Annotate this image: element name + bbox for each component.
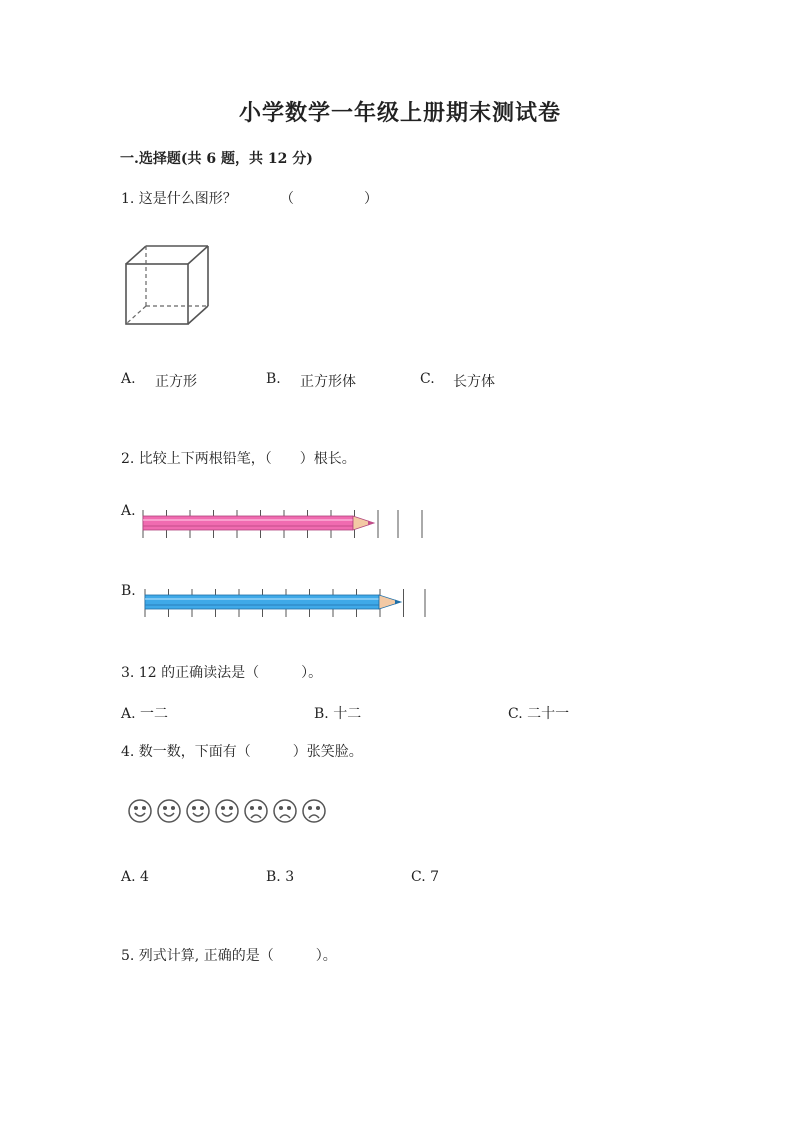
q2-label-b: B.: [121, 583, 136, 599]
q4-option-c: C. 7: [411, 869, 440, 885]
q1-option-b-text: 正方形体: [300, 374, 356, 390]
faces-row: [127, 798, 332, 826]
q4-option-a: A. 4: [121, 869, 149, 885]
sad-face-icon: [274, 800, 296, 822]
question-4-stem: 4. 数一数，下面有（ ）张笑脸。: [121, 744, 363, 760]
q1-option-c-letter: C.: [420, 371, 435, 387]
smiley-face-icon: [216, 800, 238, 822]
sad-face-icon: [303, 800, 325, 822]
smiley-face-icon: [129, 800, 151, 822]
cube-figure: [120, 240, 220, 330]
q1-option-c-text: 长方体: [453, 374, 495, 390]
q2-label-a: A.: [121, 503, 136, 519]
page-title: 小学数学一年级上册期末测试卷: [238, 100, 561, 126]
q3-option-a: A. 一二: [121, 706, 169, 722]
question-5-stem: 5. 列式计算, 正确的是（ ）。: [121, 948, 337, 964]
q1-option-a-text: 正方形: [155, 374, 197, 390]
q3-option-c: C. 二十一: [508, 706, 570, 722]
question-2-stem: 2. 比较上下两根铅笔，（ ）根长。: [121, 451, 356, 467]
smiley-face-icon: [187, 800, 209, 822]
q3-option-b: B. 十二: [314, 706, 362, 722]
question-1-blank: （ ）: [280, 191, 378, 207]
section-heading: 一.选择题(共 6 题，共 12 分): [120, 151, 313, 167]
smiley-face-icon: [158, 800, 180, 822]
q4-option-b: B. 3: [266, 869, 295, 885]
q1-option-b-letter: B.: [266, 371, 281, 387]
sad-face-icon: [245, 800, 267, 822]
pencil-b-figure: [140, 587, 440, 621]
question-1-stem: 1. 这是什么图形？: [121, 191, 237, 207]
q1-option-a-letter: A.: [121, 371, 136, 387]
question-3-stem: 3. 12 的正确读法是（ ）。: [121, 665, 323, 681]
pencil-a-figure: [140, 508, 440, 542]
